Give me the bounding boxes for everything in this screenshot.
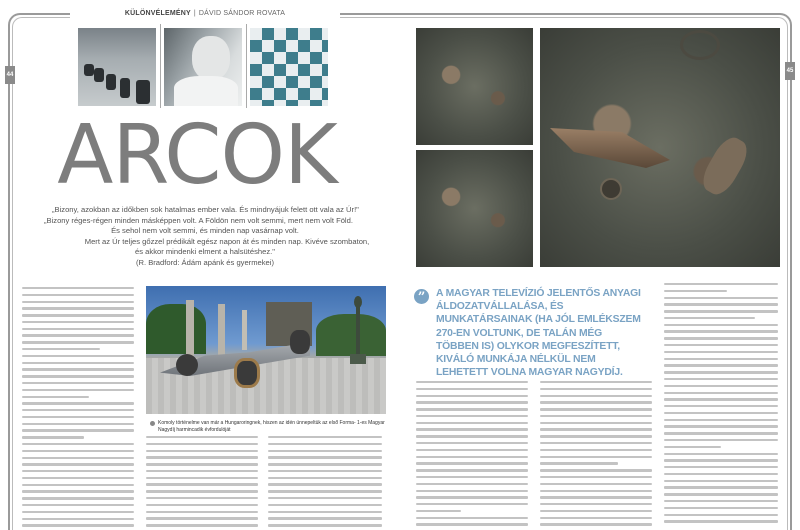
epigraph-line: „Bizony, azokban az időkben sok hatalmas ember vala. És mindnyájuk felett ott vala az Úr!" [52,205,359,214]
thumbnail-portrait [164,28,242,106]
photo-caption: Komoly történelme van már a Hungaroringnek, hiszen az idén ünnepeltük az első Forma- 1-es Magyar Nagydíj harmincadik évfordulóját [150,420,390,433]
thumbnail-checkered-flag [250,28,328,106]
caption-bullet-icon [150,421,155,426]
body-column-6 [664,283,778,530]
epigraph-line: „Bizony réges-régen minden másképpen volt. A Földön nem volt semmi, mert nem volt Föld. [44,215,353,225]
relief-photo-2 [416,150,533,267]
epigraph-line: Mert az Úr teljes gőzzel prédikált egész napon át és minden nap. Kivéve szombaton, [84,236,370,246]
epigraph-line: És sehol nem volt semmi, és minden nap vasárnap volt. [111,226,299,236]
section-header [70,6,340,20]
column-label: DÁVID SÁNDOR ROVATA [198,9,286,17]
thumb-divider [246,24,247,108]
section-label: KÜLÖNVÉLEMÉNY [124,9,191,17]
thumb-divider [160,24,161,108]
thumbnail-f1-grid [78,28,156,106]
page-number-left: 44 [5,66,15,84]
main-photo-f1-monument [146,286,386,414]
body-column-1 [22,287,134,530]
epigraph-attribution: (R. Bradford: Ádám apánk és gyermekei) [135,257,274,267]
body-column-4 [416,381,528,530]
epigraph [40,205,370,269]
article-title: ARCOK [57,108,337,203]
epigraph-line: és akkor mindenki elment a halsütéshez." [135,247,275,257]
pull-quote: ” A MAGYAR TELEVÍZIÓ JELENTŐS ANYAGI ÁLDOZATVÁLLALÁSA, ÉS MUNKATÁRSAINAK (HA JÓL EMLÉKSZEM 270-EN VOLTUNK, DE TALÁN MÉG TÖBBEN IS) OLYKOR MEGFESZÍTETT, KIVÁLÓ MUNKÁJA NÉLKÜL NEM LEHETETT VOLNA MAGYAR NAGYDÍJ. [414,287,642,379]
relief-photo-1 [416,28,533,145]
relief-photo-3 [540,28,780,267]
body-column-5 [540,381,652,530]
quote-icon: ” [414,289,429,304]
page-number-right: 45 [785,62,795,80]
body-column-2 [146,436,258,530]
body-column-3 [268,436,382,530]
header-separator: | [193,9,196,17]
